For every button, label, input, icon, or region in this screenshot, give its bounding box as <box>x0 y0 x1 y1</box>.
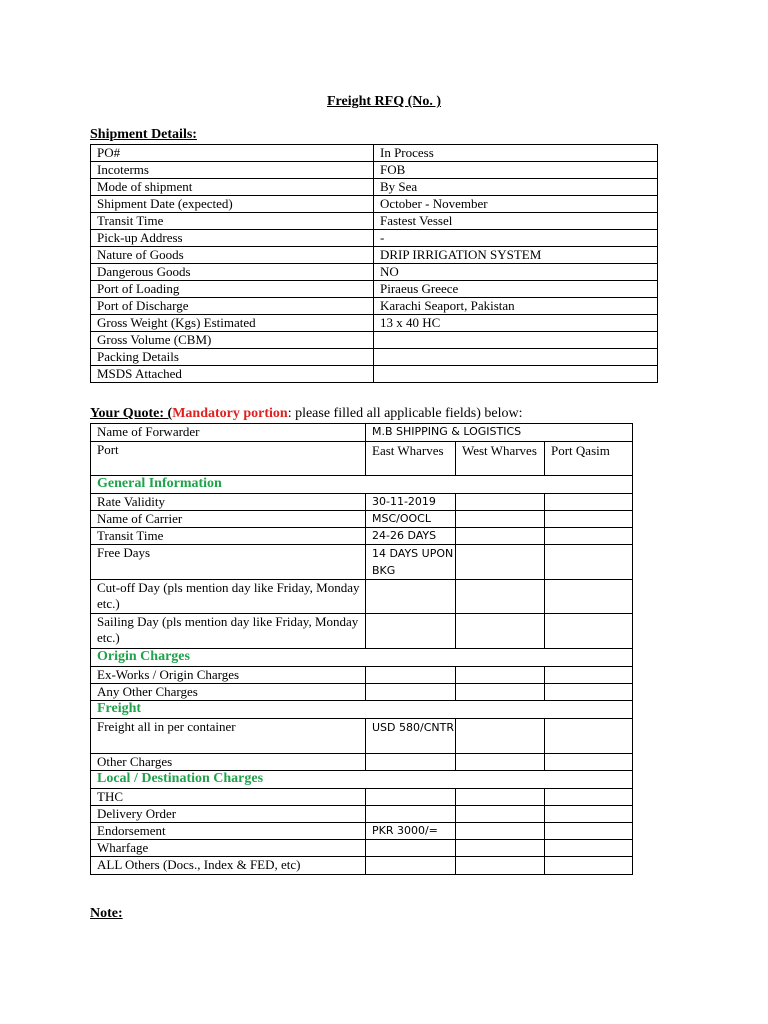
table-row <box>91 684 633 701</box>
cell-empty <box>456 719 545 754</box>
shipment-value: Piraeus Greece <box>374 281 658 298</box>
table-row <box>91 494 633 511</box>
shipment-label: Pick-up Address <box>91 230 374 247</box>
shipment-label: Port of Loading <box>91 281 374 298</box>
cell-empty <box>456 857 545 875</box>
cell-empty <box>545 789 633 806</box>
table-row <box>91 806 633 823</box>
shipment-label: Shipment Date (expected) <box>91 196 374 213</box>
cell-empty <box>545 754 633 771</box>
quote-heading-suffix: : please filled all applicable fields) below: <box>287 406 523 421</box>
table-row <box>91 230 658 247</box>
table-row <box>91 857 633 875</box>
row-label: Transit Time <box>91 528 366 545</box>
row-label: Ex-Works / Origin Charges <box>91 667 366 684</box>
table-row <box>91 719 633 754</box>
table-row <box>91 442 633 476</box>
table-row <box>91 545 633 580</box>
shipment-value: In Process <box>374 145 658 162</box>
shipment-value: - <box>374 230 658 247</box>
table-row <box>91 649 633 667</box>
table-row <box>91 213 658 230</box>
quote-heading-mandatory: Mandatory portion <box>172 406 288 421</box>
row-label: Rate Validity <box>91 494 366 511</box>
cell-empty <box>456 754 545 771</box>
quote-table <box>90 423 633 875</box>
cell-empty <box>456 528 545 545</box>
cell-empty <box>545 857 633 875</box>
row-label: Any Other Charges <box>91 684 366 701</box>
table-row <box>91 823 633 840</box>
shipment-label: Gross Weight (Kgs) Estimated <box>91 315 374 332</box>
table-row <box>91 424 633 442</box>
table-row <box>91 179 658 196</box>
cell-empty <box>545 823 633 840</box>
shipment-value <box>374 349 658 366</box>
section-freight: Freight <box>91 701 633 719</box>
shipment-label: Incoterms <box>91 162 374 179</box>
section-general: General Information <box>91 476 633 494</box>
cell-empty <box>545 684 633 701</box>
table-row <box>91 511 633 528</box>
table-row <box>91 298 658 315</box>
cell-empty <box>545 580 633 614</box>
shipment-label: Dangerous Goods <box>91 264 374 281</box>
ex-works-east <box>366 667 456 684</box>
table-row <box>91 196 658 213</box>
freight-all-east: USD 580/CNTR <box>366 719 456 754</box>
carrier-east: MSC/OOCL <box>366 511 456 528</box>
port-qasim: Port Qasim <box>545 442 633 476</box>
cell-empty <box>545 511 633 528</box>
transit-east: 24-26 DAYS <box>366 528 456 545</box>
shipment-value <box>374 366 658 383</box>
cell-empty <box>545 614 633 649</box>
shipment-label: Gross Volume (CBM) <box>91 332 374 349</box>
row-label: Free Days <box>91 545 366 580</box>
shipment-value: NO <box>374 264 658 281</box>
cell-empty <box>545 840 633 857</box>
delivery-order-east <box>366 806 456 823</box>
cell-empty <box>456 580 545 614</box>
row-label: ALL Others (Docs., Index & FED, etc) <box>91 857 366 875</box>
shipment-value: 13 x 40 HC <box>374 315 658 332</box>
table-row <box>91 580 633 614</box>
all-others-east <box>366 857 456 875</box>
cell-empty <box>456 511 545 528</box>
forwarder-label: Name of Forwarder <box>91 424 366 442</box>
quote-heading-prefix: Your Quote: ( <box>90 406 173 421</box>
shipment-value: Fastest Vessel <box>374 213 658 230</box>
cell-empty <box>545 545 633 580</box>
table-row <box>91 614 633 649</box>
shipment-label: Mode of shipment <box>91 179 374 196</box>
table-row <box>91 332 658 349</box>
shipment-label: PO# <box>91 145 374 162</box>
table-row <box>91 281 658 298</box>
table-row <box>91 701 633 719</box>
shipment-label: Transit Time <box>91 213 374 230</box>
shipment-value: Karachi Seaport, Pakistan <box>374 298 658 315</box>
shipment-value: DRIP IRRIGATION SYSTEM <box>374 247 658 264</box>
cell-empty <box>545 667 633 684</box>
cell-empty <box>545 719 633 754</box>
cutoff-east <box>366 580 456 614</box>
table-row <box>91 264 658 281</box>
table-row <box>91 145 658 162</box>
section-origin: Origin Charges <box>91 649 633 667</box>
free-days-east: 14 DAYS UPON BKG <box>366 545 456 580</box>
table-row <box>91 315 658 332</box>
page-title: Freight RFQ (No. ) <box>326 94 442 109</box>
table-row <box>91 771 633 789</box>
cell-empty <box>456 545 545 580</box>
shipment-value: By Sea <box>374 179 658 196</box>
row-label: Sailing Day (pls mention day like Friday, Monday etc.) <box>91 614 366 649</box>
section-local: Local / Destination Charges <box>91 771 633 789</box>
table-row <box>91 789 633 806</box>
table-row <box>91 247 658 264</box>
port-label: Port <box>91 442 366 476</box>
port-east-wharves: East Wharves <box>366 442 456 476</box>
cell-empty <box>456 684 545 701</box>
cell-empty <box>456 667 545 684</box>
shipment-value: October - November <box>374 196 658 213</box>
port-west-wharves: West Wharves <box>456 442 545 476</box>
cell-empty <box>456 494 545 511</box>
cell-empty <box>456 789 545 806</box>
rate-validity-east: 30-11-2019 <box>366 494 456 511</box>
cell-empty <box>545 806 633 823</box>
shipment-value <box>374 332 658 349</box>
table-row <box>91 366 658 383</box>
table-row <box>91 667 633 684</box>
cell-empty <box>456 840 545 857</box>
table-row <box>91 754 633 771</box>
thc-east <box>366 789 456 806</box>
row-label: Name of Carrier <box>91 511 366 528</box>
note-label: Note: <box>90 906 123 921</box>
other-origin-east <box>366 684 456 701</box>
forwarder-value: M.B SHIPPING & LOGISTICS <box>366 424 633 442</box>
row-label: Cut-off Day (pls mention day like Friday, Monday etc.) <box>91 580 366 614</box>
shipment-heading: Shipment Details: <box>90 127 197 142</box>
other-charges-east <box>366 754 456 771</box>
shipment-label: Port of Discharge <box>91 298 374 315</box>
row-label: Other Charges <box>91 754 366 771</box>
row-label: Freight all in per container <box>91 719 366 754</box>
shipment-value: FOB <box>374 162 658 179</box>
table-row <box>91 162 658 179</box>
wharfage-east <box>366 840 456 857</box>
row-label: Wharfage <box>91 840 366 857</box>
row-label: THC <box>91 789 366 806</box>
cell-empty <box>456 823 545 840</box>
sailing-east <box>366 614 456 649</box>
table-row <box>91 349 658 366</box>
shipment-details-table <box>90 144 658 383</box>
quote-heading <box>90 406 523 422</box>
shipment-label: Nature of Goods <box>91 247 374 264</box>
shipment-label: MSDS Attached <box>91 366 374 383</box>
table-row <box>91 528 633 545</box>
table-row <box>91 476 633 494</box>
table-row <box>91 840 633 857</box>
endorsement-east: PKR 3000/= <box>366 823 456 840</box>
row-label: Delivery Order <box>91 806 366 823</box>
cell-empty <box>545 494 633 511</box>
cell-empty <box>456 614 545 649</box>
row-label: Endorsement <box>91 823 366 840</box>
cell-empty <box>545 528 633 545</box>
shipment-label: Packing Details <box>91 349 374 366</box>
cell-empty <box>456 806 545 823</box>
